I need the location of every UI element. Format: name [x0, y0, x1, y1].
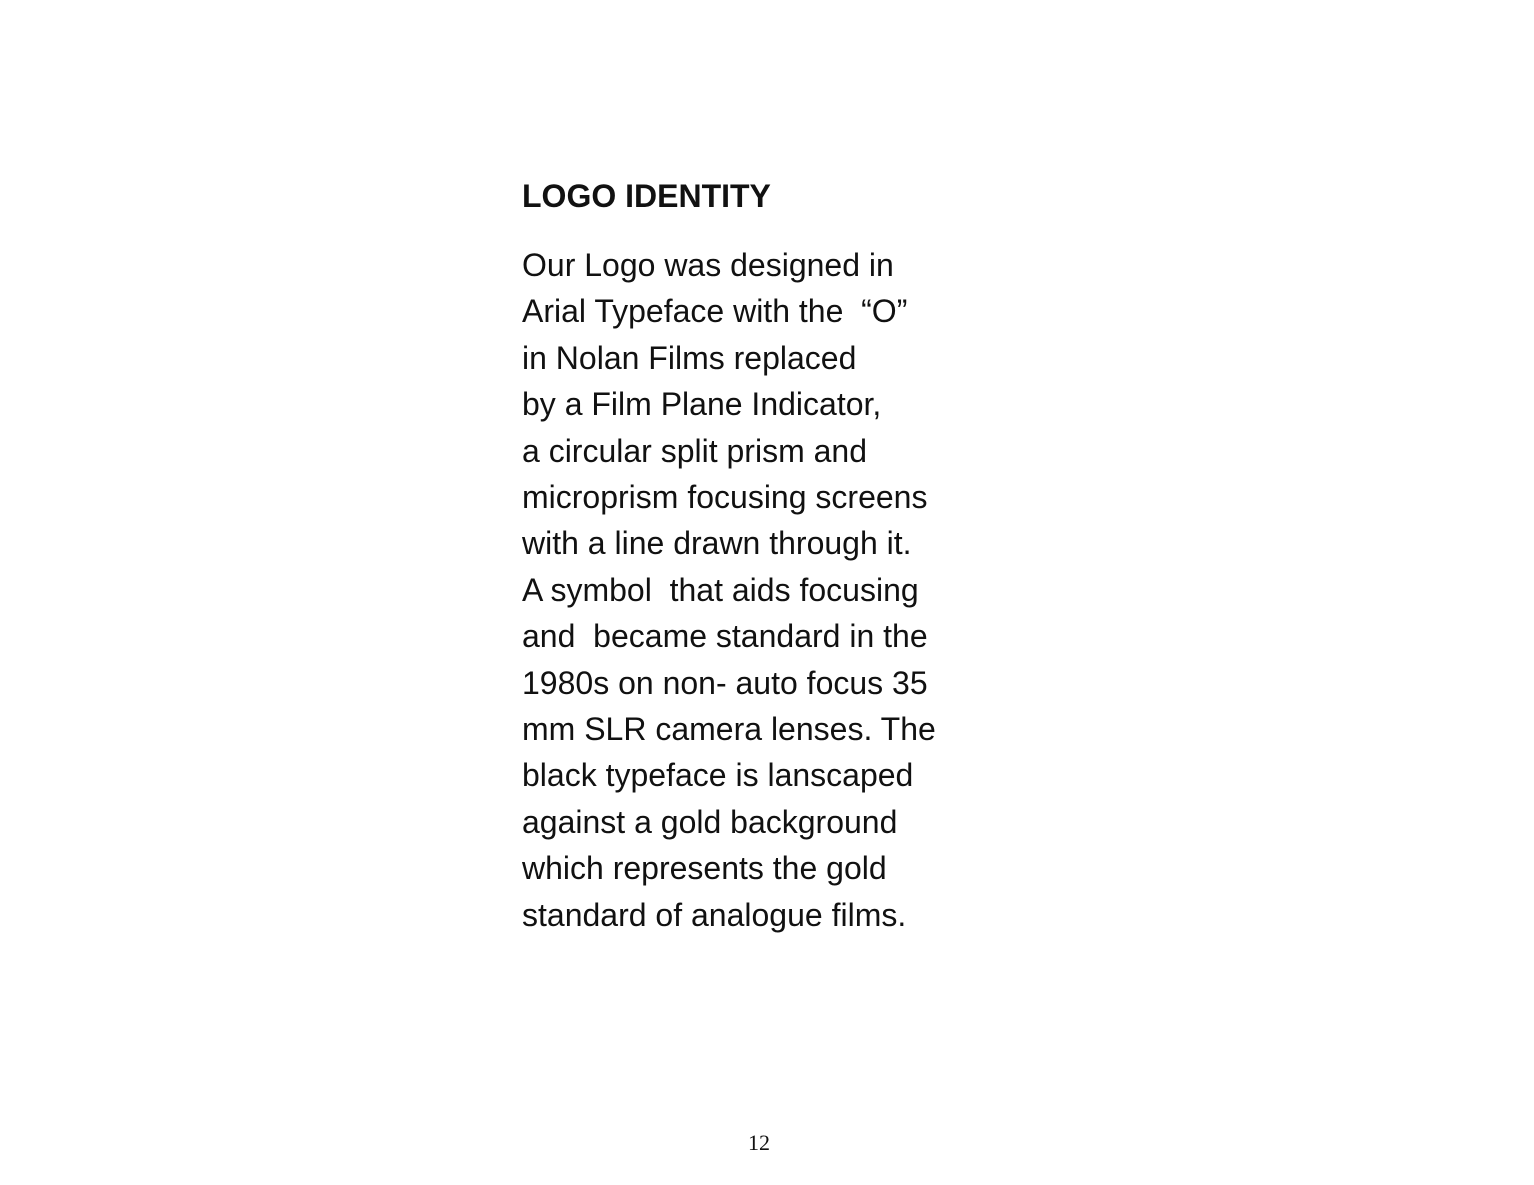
page-number: 12: [748, 1130, 770, 1155]
body-line: and became standard in the: [522, 618, 928, 655]
body-line: Our Logo was designed in: [522, 247, 894, 283]
body-line: black typeface is lanscaped: [522, 757, 914, 794]
body-paragraph: [522, 242, 1042, 938]
body-line: microprism focusing screens: [522, 479, 928, 516]
body-line: A symbol that aids focusing: [522, 571, 919, 608]
body-line: by a Film Plane Indicator,: [522, 386, 882, 423]
body-line: Arial Typeface with the “O”: [522, 293, 908, 330]
body-line: standard of analogue films.: [522, 896, 907, 933]
text-column: [522, 176, 1042, 938]
section-heading: LOGO IDENTITY: [522, 178, 771, 214]
body-line: 1980s on non- auto focus 35: [522, 664, 928, 701]
body-line: which represents the gold: [522, 850, 887, 887]
body-line: against a gold background: [522, 803, 898, 840]
body-line: mm SLR camera lenses. The: [522, 711, 936, 748]
body-line: in Nolan Films replaced: [522, 339, 857, 376]
body-line: with a line drawn through it.: [522, 525, 912, 562]
body-line: a circular split prism and: [522, 432, 867, 469]
